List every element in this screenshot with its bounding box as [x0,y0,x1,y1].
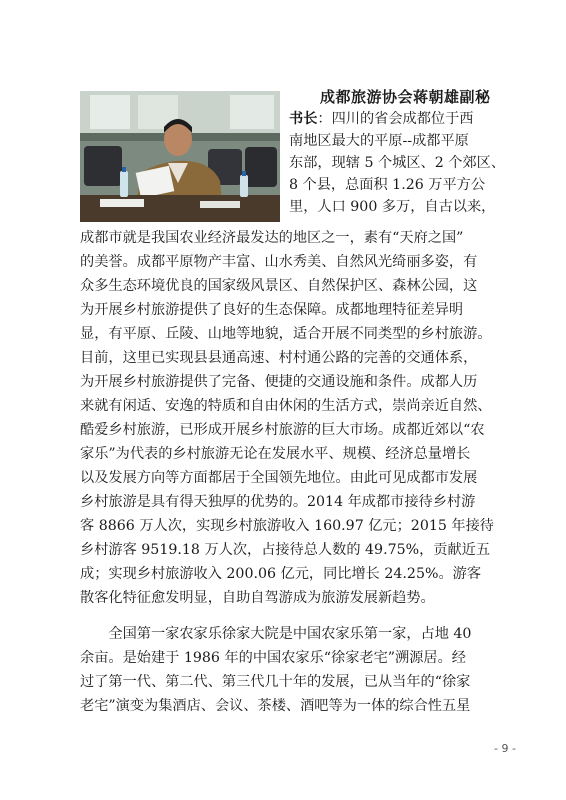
text-line: 乡村游客 9519.18 万人次，占接待总人数的 49.75%，贡献近五 [80,542,491,558]
text-line: 来就有闲适、安逸的特质和自由休闲的生活方式，崇尚亲近自然、 [80,398,492,414]
text-line: 的美誉。成都平原物产丰富、山水秀美、自然风光绮丽多姿，有 [80,254,478,270]
text-line: 8 个县，总面积 1.26 万平方公 [289,177,486,193]
text-line: 家乐”为代表的乡村旅游无论在发展水平、规模、经济总量增长 [80,446,471,462]
text-line: 目前，这里已实现县县通高速、村村通公路的完善的交通体系， [80,350,478,366]
text-line: 以及发展方向等方面都居于全国领先地位。由此可见成都市发展 [80,470,478,486]
text-line [289,108,473,130]
text-line: 乡村旅游是具有得天独厚的优势的。2014 年成都市接待乡村游 [80,494,476,510]
text-line: 成；实现乡村旅游收入 200.06 亿元，同比增长 24.25%。游客 [80,566,482,582]
text-line: 全国第一家农家乐徐家大院是中国农家乐第一家，占地 40 [80,626,472,642]
text-line: 为开展乡村旅游提供了完备、便捷的交通设施和条件。成都人历 [80,374,478,390]
text-line: 显，有平原、丘陵、山地等地貌，适合开展不同类型的乡村旅游。 [80,326,492,342]
text-line: 东部，现辖 5 个城区、2 个郊区、 [289,155,506,171]
text-line: 老宅”演变为集酒店、会议、茶楼、酒吧等为一体的综合性五星 [80,698,471,714]
speaker-photo-image [80,91,280,222]
speaker-photo [80,91,280,222]
lead-rest: ：四川的省会成都位于西 [317,111,474,127]
section-heading: 成都旅游协会蒋朝雄副秘 [320,88,491,106]
text-line: 余亩。是始建于 1986 年的中国农家乐“徐家老宅”溯源居。经 [80,650,466,666]
page-number: - 9 - [494,742,516,755]
text-line: 酷爱乡村旅游，已形成开展乡村旅游的巨大市场。成都近郊以“农 [80,422,485,438]
text-line: 成都市就是我国农业经济最发达的地区之一，素有“天府之国” [80,230,464,246]
text-line: 为开展乡村旅游提供了良好的生态保障。成都地理特征差异明 [80,302,464,318]
text-line: 众多生态环境优良的国家级风景区、自然保护区、森林公园，这 [80,278,478,294]
text-line: 南地区最大的平原--成都平原 [289,133,469,149]
text-line: 里，人口 900 多万，自古以来， [289,199,496,215]
text-line: 客 8866 万人次，实现乡村旅游收入 160.97 亿元；2015 年接待 [80,518,494,534]
text-line: 过了第一代、第二代、第三代几十年的发展，已从当年的“徐家 [80,674,471,690]
text-line: 散客化特征愈发明显，自助自驾游成为旅游发展新趋势。 [80,590,435,606]
lead-title: 书长 [289,111,318,127]
